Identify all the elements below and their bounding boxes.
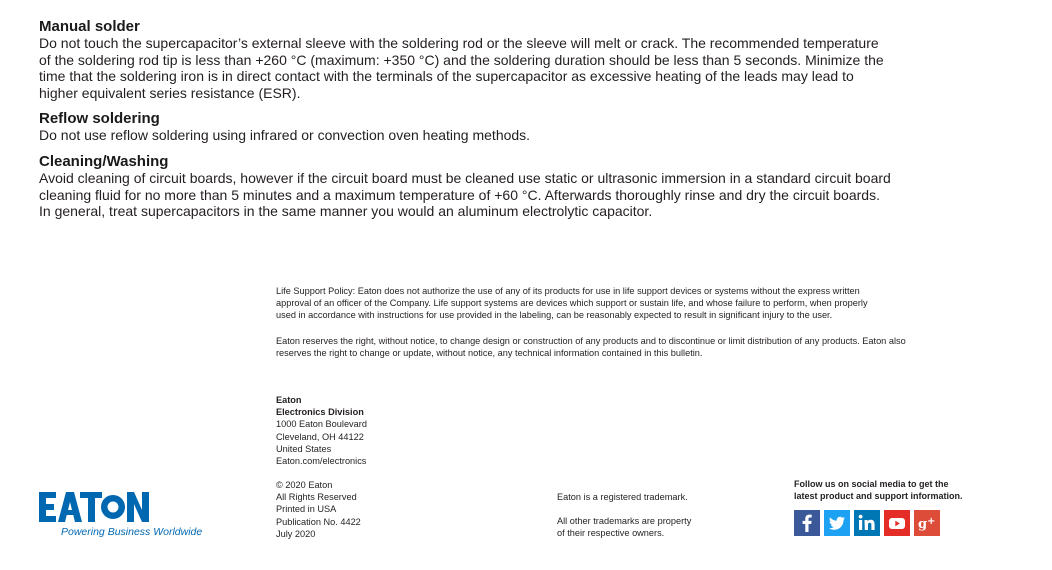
policy-line: approval of an officer of the Company. Life support systems are devices which support or sustain life, and whose failure to perform, when properly [276,298,868,309]
company-name: Eaton [276,395,302,405]
country: United States [276,443,332,454]
section-heading: Cleaning/Washing [39,153,169,170]
life-support-policy [276,285,868,322]
publication-date: July 2020 [276,528,316,539]
linkedin-icon[interactable] [854,510,880,536]
section-reflow-soldering [39,110,999,144]
google-plus-icon[interactable] [914,510,940,536]
twitter-icon[interactable] [824,510,850,536]
other-trademarks: of their respective owners. [557,528,665,539]
social-caption [794,478,963,502]
registered-trademark: Eaton is a registered trademark. [557,492,688,502]
website-link[interactable]: Eaton.com/electronics [276,456,367,467]
paragraph-line: higher equivalent series resistance (ESR). [39,84,301,101]
paragraph-line: time that the soldering iron is in direct contact with the terminals of the supercapacitor as excessive heating of the leads may lead to [39,68,854,85]
eaton-logo [39,490,203,540]
section-heading: Manual solder [39,18,140,35]
division-name: Electronics Division [276,407,364,418]
other-trademarks: All other trademarks are property [557,516,692,527]
facebook-icon[interactable] [794,510,820,536]
city-address: Cleveland, OH 44122 [276,431,364,442]
policy-line: Eaton reserves the right, without notice, to change design or construction of any products and to discontinue or limit distribution of any products. Eaton also [276,336,906,346]
paragraph-line: of the soldering rod tip is less than +260 °C (maximum: +350 °C) and the soldering duration should be less than 5 seconds. Minimize the [39,51,884,68]
street-address: 1000 Eaton Boulevard [276,419,367,430]
paragraph-line: In general, treat supercapacitors in the same manner you would an aluminum electrolytic capacitor. [39,203,653,220]
section-cleaning-washing [39,153,999,220]
eaton-wordmark [39,490,149,524]
trademark-notice [557,491,691,540]
reserves-notice [276,335,906,359]
copyright: © 2020 Eaton [276,480,333,490]
section-manual-solder [39,18,999,101]
svg-text:g: g [918,517,928,532]
social-icons [794,510,940,536]
social-caption-line: Follow us on social media to get the [794,479,949,489]
policy-line: used in accordance with instructions for use provided in the labeling, can be reasonably expected to result in significant injury to the user. [276,310,833,321]
rights-reserved: All Rights Reserved [276,492,357,503]
eaton-tagline: Powering Business Worldwide [61,526,203,538]
paragraph-line: Avoid cleaning of circuit boards, however if the circuit board must be cleaned use static or ultrasonic immersion in a standard circuit board [39,170,891,186]
publication-number: Publication No. 4422 [276,516,361,527]
social-caption-line: latest product and support information. [794,491,963,502]
policy-line: reserves the right to change or update, without notice, any technical information contained in this bulletin. [276,348,703,359]
section-heading: Reflow soldering [39,110,160,127]
paragraph-line: cleaning fluid for no more than 5 minutes and a maximum temperature of +60 °C. Afterwards thoroughly rinse and dry the circuit boards. [39,186,880,203]
paragraph-line: Do not touch the supercapacitor’s external sleeve with the soldering rod or the sleeve will melt or crack. The recommended temperature [39,35,879,51]
address-block [276,394,367,467]
youtube-icon[interactable] [884,510,910,536]
printed-in: Printed in USA [276,504,337,515]
paragraph-line: Do not use reflow soldering using infrared or convection oven heating methods. [39,127,531,143]
publication-info [276,479,361,540]
policy-line: Life Support Policy: Eaton does not authorize the use of any of its products for use in life support devices or systems without the express written [276,286,860,296]
svg-text:+: + [927,516,936,527]
